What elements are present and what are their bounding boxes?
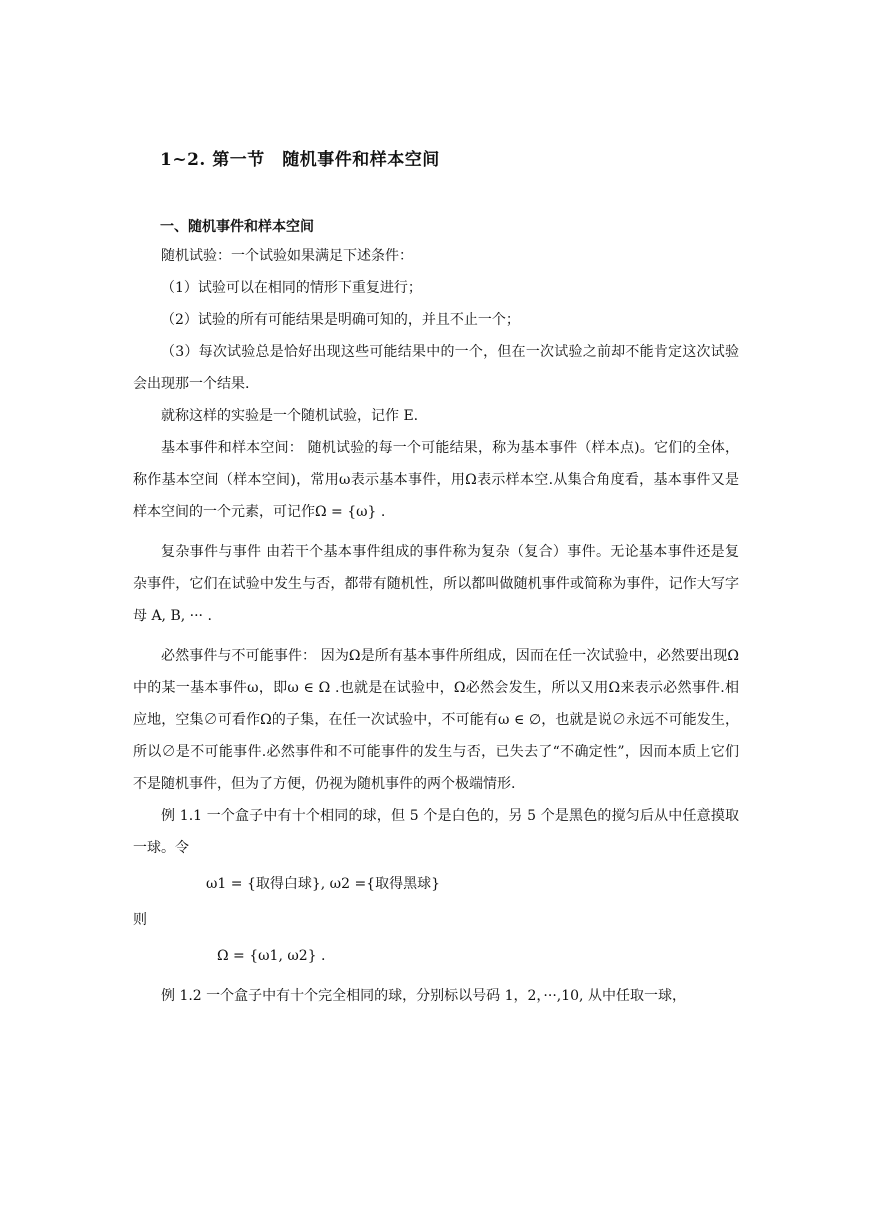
paragraph: 例 1.1 一个盒子中有十个相同的球，但 5 个是白色的，另 5 个是黑色的搅匀后从中任意摸取一球。令	[133, 808, 739, 856]
list-item: （3）每次试验总是恰好出现这些可能结果中的一个，但在一次试验之前却不能肯定这次试验会出现那一个结果.	[133, 344, 739, 392]
paragraph: 就称这样的实验是一个随机试验，记作 E.	[161, 408, 419, 424]
paragraph: 随机试验：一个试验如果满足下述条件：	[161, 248, 413, 264]
paragraph: 复杂事件与事件 由若干个基本事件组成的事件称为复杂（复合）事件。无论基本事件还是复杂事件，它们在试验中发生与否，都带有随机性，所以都叫做随机事件或简称为事件，记作大写字母 A, B, ··· .	[133, 544, 739, 624]
paragraph: 则	[133, 912, 147, 928]
formula: ω1 = {取得白球}, ω2 ={取得黑球}	[206, 876, 440, 892]
paragraph: 基本事件和样本空间： 随机试验的每一个可能结果，称为基本事件（样本点)。它们的全体，称作基本空间（样本空间)，常用ω表示基本事件，用Ω表示样本空.从集合角度看，基本事件又是样本空间的一个元素，可记作Ω = {ω} .	[133, 440, 739, 520]
list-item: （1）试验可以在相同的情形下重复进行；	[161, 280, 422, 296]
body-text	[133, 240, 739, 1012]
paragraph: 必然事件与不可能事件： 因为Ω是所有基本事件所组成，因而在任一次试验中，必然要出现Ω中的某一基本事件ω，即ω ∈ Ω .也就是在试验中，Ω必然会发生，所以又用Ω来表示必然事件.相应地，空集∅可看作Ω的子集，在任一次试验中，不可能有ω ∈ ∅，也就是说∅永远不可能发生，所以∅是不可能事件.必然事件和不可能事件的发生与否，已失去了“不确定性”，因而本质上它们不是随机事件，但为了方便，仍视为随机事件的两个极端情形.	[133, 648, 739, 792]
subsection-title: 一、随机事件和样本空间	[160, 219, 314, 235]
paragraph: 例 1.2 一个盒子中有十个完全相同的球，分别标以号码 1，2，···,10, 从中任取一球，	[161, 988, 686, 1004]
list-item: （2）试验的所有可能结果是明确可知的，并且不止一个；	[161, 312, 520, 328]
formula: Ω = {ω1, ω2} .	[217, 948, 326, 964]
section-title: 1~2. 第一节 随机事件和样本空间	[160, 150, 440, 170]
